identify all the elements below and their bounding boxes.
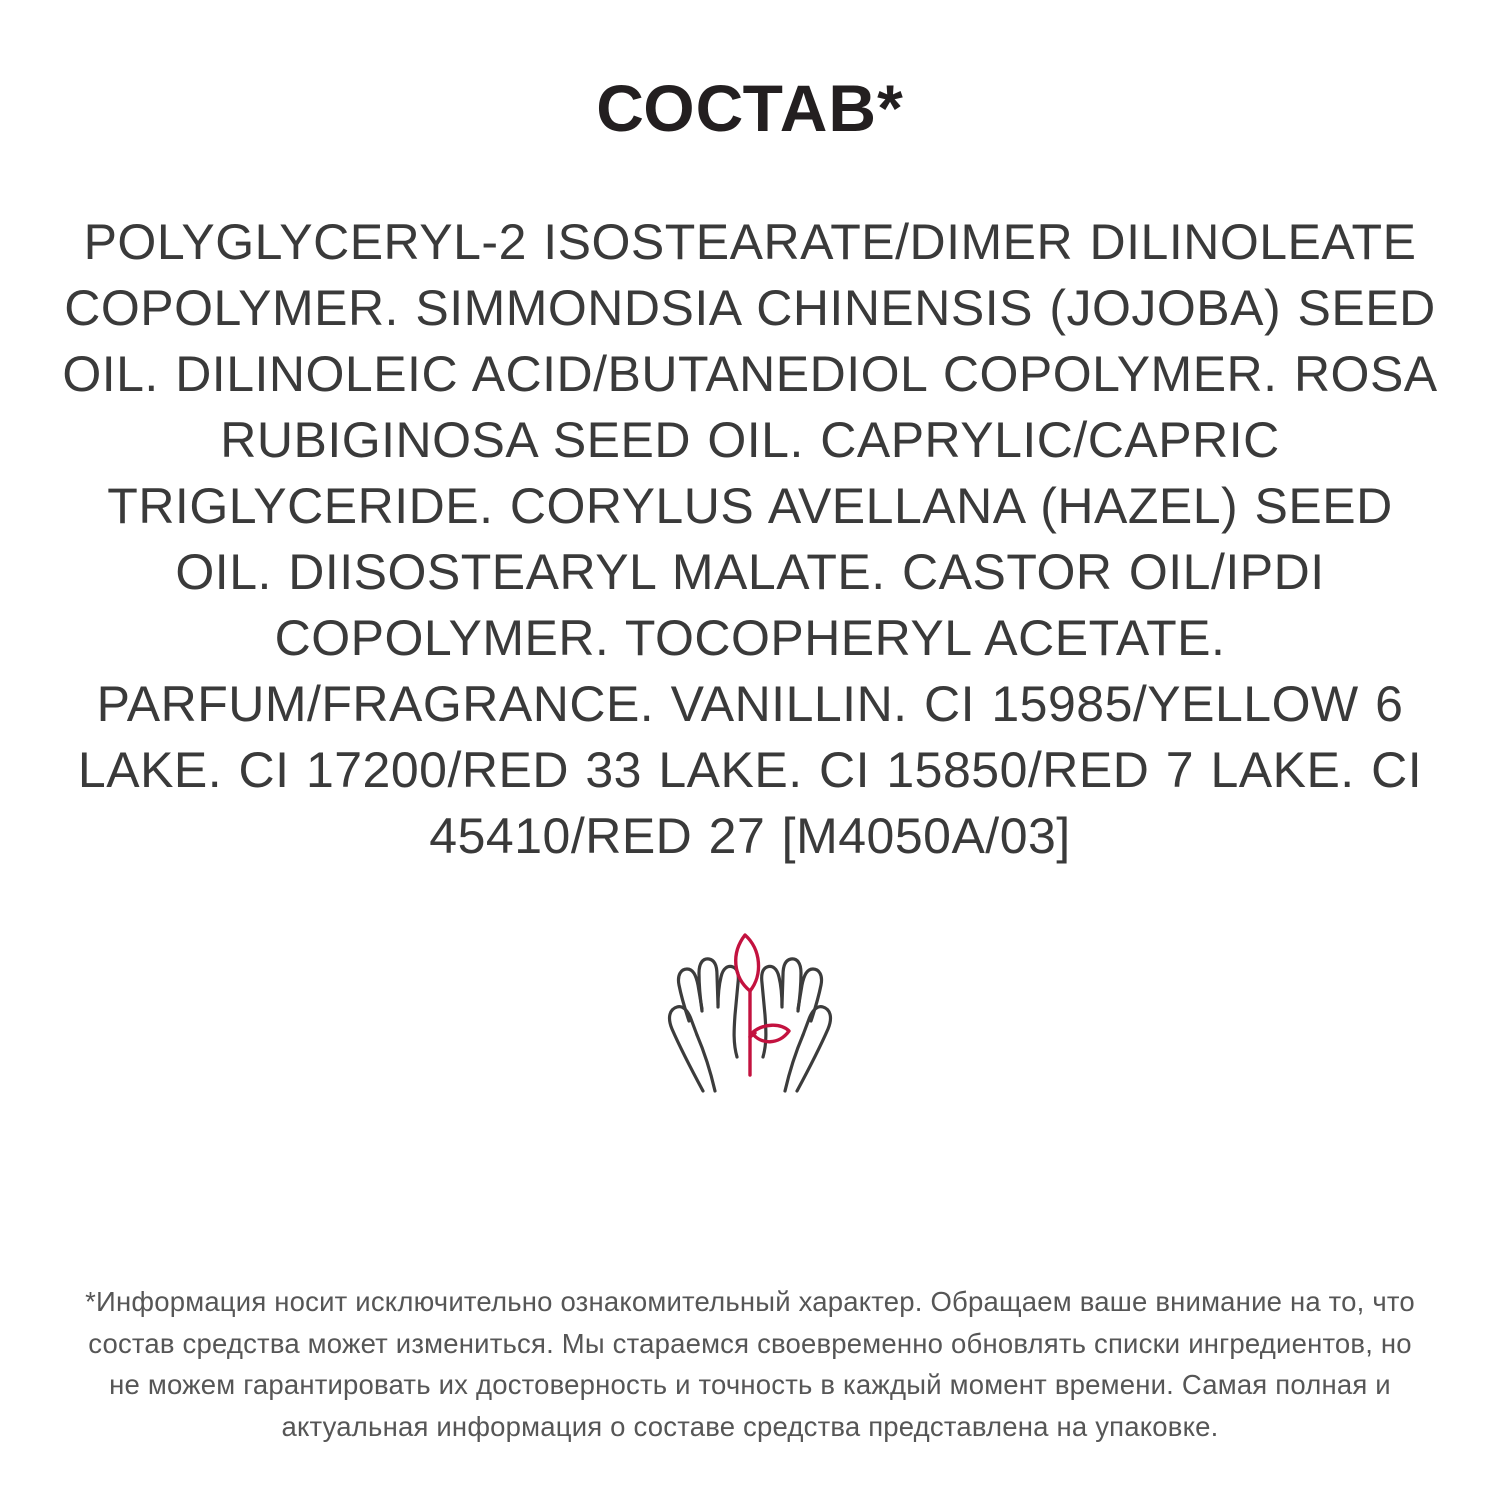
disclaimer-text: *Информация носит исключительно ознакомительный характер. Обращаем ваше внимание на то, что состав средства может измениться. Мы стараемся своевременно обновлять списки ингредиентов, но не можем гарантировать их достоверность и точность в каждый момент времени. Самая полная и актуальная информация о составе средства представлена на упаковке. bbox=[85, 1285, 1415, 1443]
hands-holding-leaves-icon bbox=[645, 925, 855, 1095]
page-title: СОСТАВ* bbox=[596, 71, 904, 145]
ingredients-list: POLYGLYCERYL-2 ISOSTEARATE/DIMER DILINOLEATE COPOLYMER. SIMMONDSIA CHINENSIS (JOJOBA) SEED OIL. DILINOLEIC ACID/BUTANEDIOL COPOLYMER. ROSA RUBIGINOSA SEED OIL. CAPRYLIC/CAPRIC TRIGLYCERIDE. CORYLUS AVELLANA (HAZEL) SEED OIL. DIISOSTEARYL MALATE. CASTOR OIL/IPDI COPOLYMER. TOCOPHERYL ACETATE. PARFUM/FRAGRANCE. VANILLIN. CI 15985/YELLOW 6 LAKE. CI 17200/RED 33 LAKE. CI 15850/RED 7 LAKE. CI 45410/RED 27 [M4050A/03] bbox=[62, 213, 1438, 864]
logo-container bbox=[645, 925, 855, 1095]
